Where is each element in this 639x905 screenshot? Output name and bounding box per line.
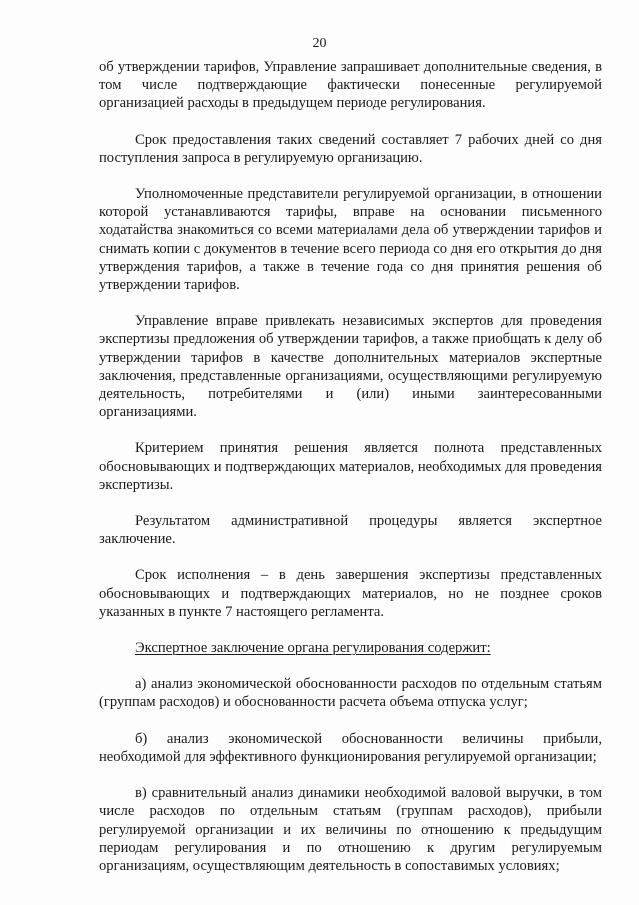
list-item-a: а) анализ экономической обоснованности расходов по отдельным статьям (группам расходов) и обоснованности расчета объема отпуска услуг; xyxy=(99,676,602,711)
paragraph-criterion: Критерием принятия решения является полнота представленных обосновывающих и подтверждающих материалов, необходимых для проведения экспертизы. xyxy=(99,440,602,493)
paragraph-representatives: Уполномоченные представители регулируемой организации, в отношении которой устанавливаются тарифы, вправе на основании письменного ходатайства знакомиться со всеми материалами дела об утверждении тарифов и снимать копии с документов в течение всего периода со дня его открытия до дня утверждения тарифов, а также в течение года со дня принятия решения об утверждении тарифов. xyxy=(99,186,602,294)
section-heading-text: Экспертное заключение органа регулирования содержит: xyxy=(135,640,491,657)
paragraph-continuation: об утверждении тарифов, Управление запрашивает дополнительные сведения, в том числе подтверждающие фактически понесенные регулируемой организацией расходы в предыдущем периоде регулирования. xyxy=(99,59,602,112)
paragraph-execution-deadline: Срок исполнения – в день завершения экспертизы представленных обосновывающих и подтверждающих материалов, но не позднее сроков указанных в пункте 7 настоящего регламента. xyxy=(99,567,602,620)
page-number: 20 xyxy=(312,36,327,51)
paragraph-result: Результатом административной процедуры является экспертное заключение. xyxy=(99,513,602,548)
list-item-c: в) сравнительный анализ динамики необходимой валовой выручки, в том числе расходов по отдельным статьям (группам расходов), прибыли регулируемой организации и их величины по отношению к предыдущим периодам регулирования и по отношению к другим регулируемым организациям, осуществляющим деятельность в сопоставимых условиях; xyxy=(99,785,602,874)
section-heading xyxy=(99,639,602,657)
document-body xyxy=(99,58,602,875)
paragraph-experts: Управление вправе привлекать независимых экспертов для проведения экспертизы предложения об утверждении тарифов, а также приобщать к делу об утверждении тарифов в качестве дополнительных материалов экспертные заключения, представленные организациями, осуществляющими регулируемую деятельность, потребителями и (или) иными заинтересованными организациями. xyxy=(99,313,602,421)
list-item-b: б) анализ экономической обоснованности величины прибыли, необходимой для эффективного функционирования регулируемой организации; xyxy=(99,730,602,765)
paragraph-deadline-info: Срок предоставления таких сведений составляет 7 рабочих дней со дня поступления запроса в регулируемую организацию. xyxy=(99,131,602,166)
